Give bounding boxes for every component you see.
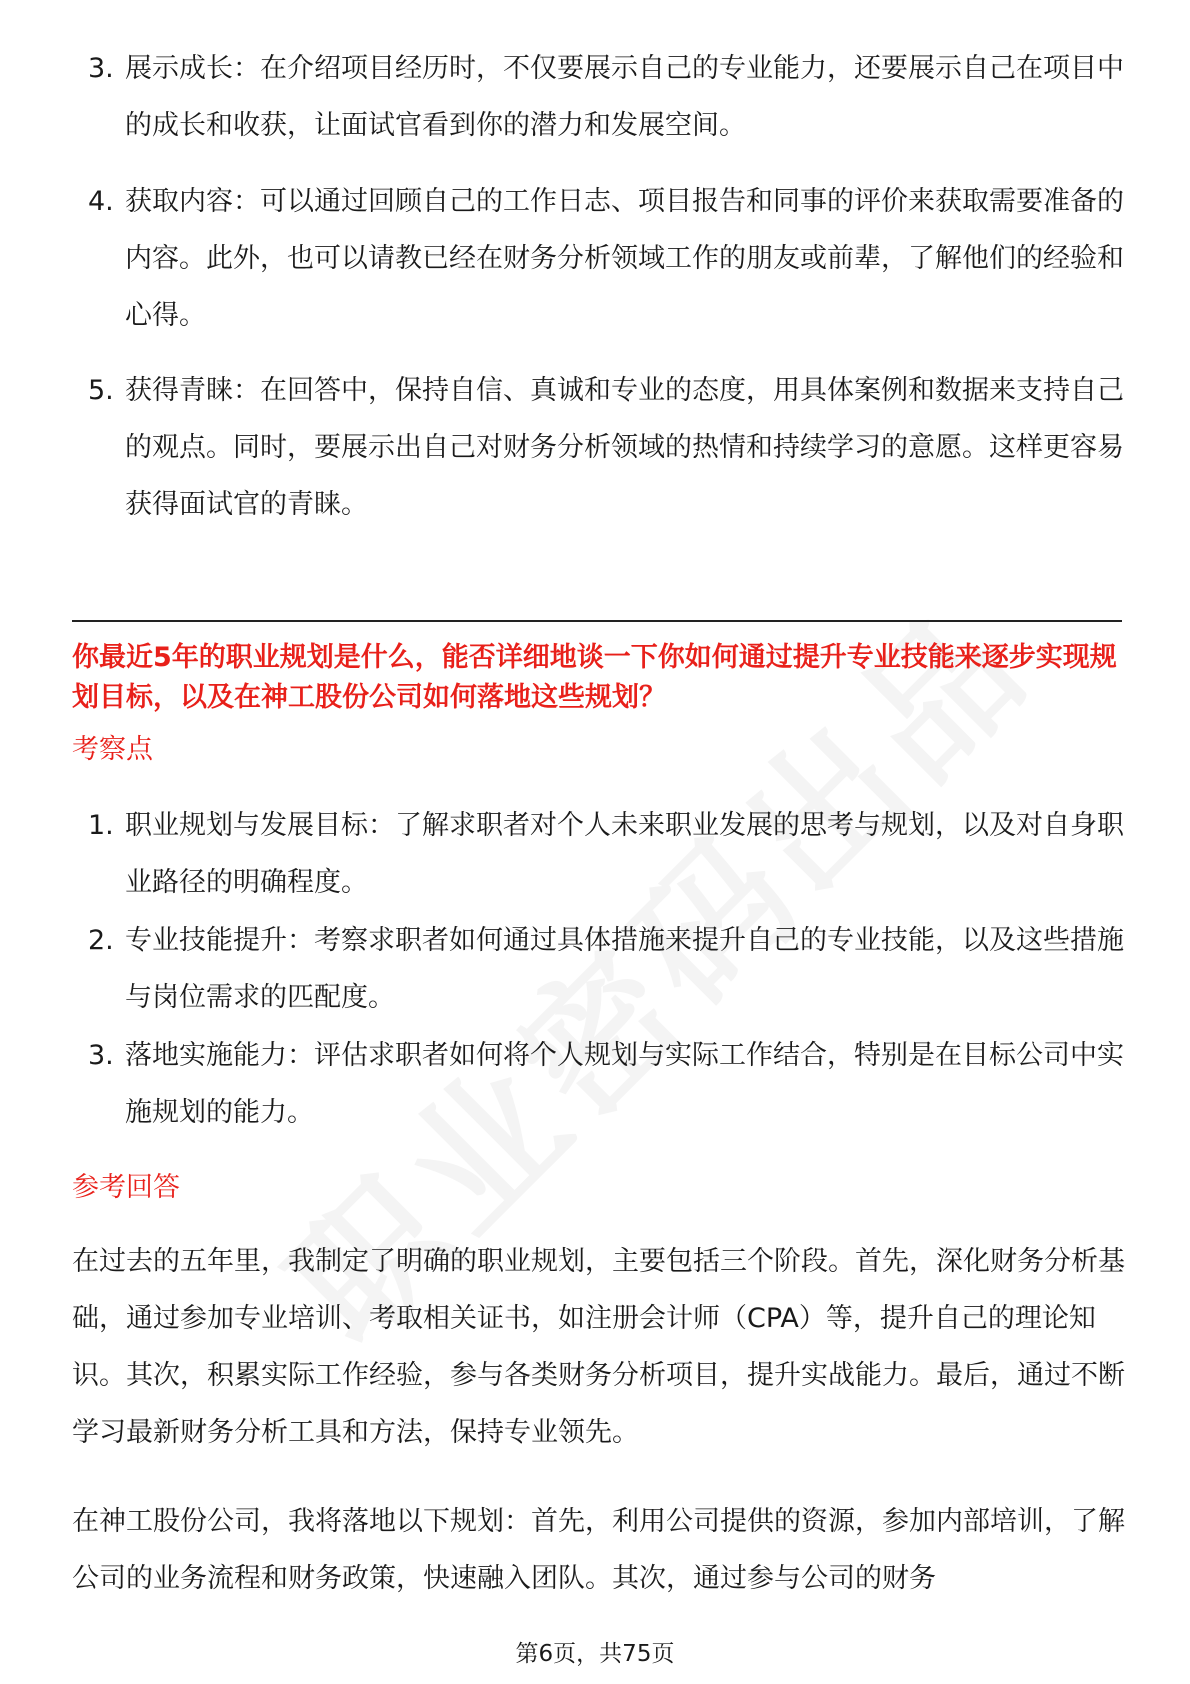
list-text: 职业规划与发展目标：了解求职者对个人未来职业发展的思考与规划，以及对自身职业路径的明确程度。 bbox=[125, 810, 1124, 898]
list-number: 1. bbox=[88, 810, 114, 841]
answer-paragraph: 在过去的五年里，我制定了明确的职业规划，主要包括三个阶段。首先，深化财务分析基础，通过参加专业培训、考取相关证书，如注册会计师（CPA）等，提升自己的理论知识。其次，积累实际工作经验，参与各类财务分析项目，提升实战能力。最后，通过不断学习最新财务分析工具和方法，保持专业领先。 bbox=[72, 1246, 1125, 1448]
list-number: 4. bbox=[88, 186, 114, 217]
page-number: 第6页，共75页 bbox=[515, 1641, 675, 1667]
focus-heading: 考察点 bbox=[72, 734, 153, 765]
focus-point bbox=[88, 1027, 1128, 1141]
list-number: 3. bbox=[88, 1040, 114, 1071]
list-text: 获取内容：可以通过回顾自己的工作日志、项目报告和同事的评价来获取需要准备的内容。此外，也可以请教已经在财务分析领域工作的朋友或前辈，了解他们的经验和心得。 bbox=[125, 186, 1124, 331]
list-text: 落地实施能力：评估求职者如何将个人规划与实际工作结合，特别是在目标公司中实施规划的能力。 bbox=[125, 1040, 1124, 1128]
focus-point bbox=[88, 797, 1128, 911]
list-text: 展示成长：在介绍项目经历时，不仅要展示自己的专业能力，还要展示自己在项目中的成长和收获，让面试官看到你的潜力和发展空间。 bbox=[125, 53, 1124, 141]
focus-point bbox=[88, 912, 1128, 1026]
list-item bbox=[88, 362, 1128, 533]
list-item bbox=[88, 173, 1128, 344]
list-number: 3. bbox=[88, 53, 114, 84]
interview-question: 你最近5年的职业规划是什么，能否详细地谈一下你如何通过提升专业技能来逐步实现规划目标，以及在神工股份公司如何落地这些规划？ bbox=[72, 642, 1117, 713]
list-text: 获得青睐：在回答中，保持自信、真诚和专业的态度，用具体案例和数据来支持自己的观点。同时，要展示出自己对财务分析领域的热情和持续学习的意愿。这样更容易获得面试官的青睐。 bbox=[125, 375, 1124, 520]
list-item bbox=[88, 40, 1128, 154]
answer-heading: 参考回答 bbox=[72, 1172, 180, 1203]
list-text: 专业技能提升：考察求职者如何通过具体措施来提升自己的专业技能，以及这些措施与岗位需求的匹配度。 bbox=[125, 925, 1124, 1013]
list-number: 2. bbox=[88, 925, 114, 956]
answer-paragraph: 在神工股份公司，我将落地以下规划：首先，利用公司提供的资源，参加内部培训，了解公司的业务流程和财务政策，快速融入团队。其次，通过参与公司的财务 bbox=[72, 1506, 1125, 1594]
list-number: 5. bbox=[88, 375, 114, 406]
section-divider bbox=[72, 620, 1122, 622]
